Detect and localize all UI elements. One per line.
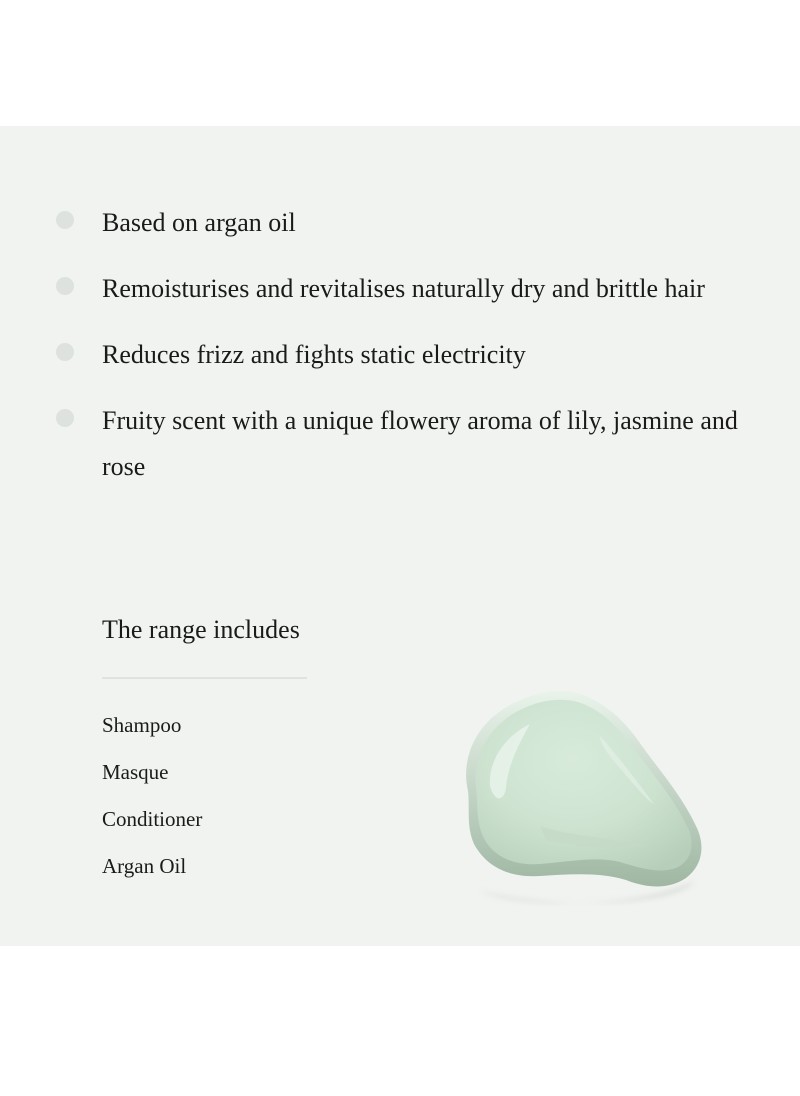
content-panel [0, 126, 800, 946]
feature-list [56, 200, 756, 510]
range-item-masque: Masque [102, 760, 169, 784]
feature-item [56, 398, 756, 490]
feature-text: Remoisturises and revitalises naturally dry and brittle hair [102, 274, 705, 303]
feature-item [56, 266, 756, 312]
bullet-dot-icon [56, 211, 74, 229]
range-item-shampoo: Shampoo [102, 713, 182, 737]
bullet-dot-icon [56, 277, 74, 295]
range-title: The range includes [102, 615, 300, 644]
bullet-dot-icon [56, 409, 74, 427]
feature-text: Reduces frizz and fights static electricity [102, 340, 526, 369]
feature-item [56, 200, 756, 246]
feature-text: Based on argan oil [102, 208, 296, 237]
product-cream-swatch [450, 676, 710, 906]
feature-text: Fruity scent with a unique flowery aroma of lily, jasmine and rose [102, 406, 738, 481]
feature-item [56, 332, 756, 378]
range-divider [102, 677, 307, 679]
range-item-conditioner: Conditioner [102, 807, 203, 831]
bullet-dot-icon [56, 343, 74, 361]
range-item-argan-oil: Argan Oil [102, 854, 187, 878]
range-list [102, 702, 202, 890]
